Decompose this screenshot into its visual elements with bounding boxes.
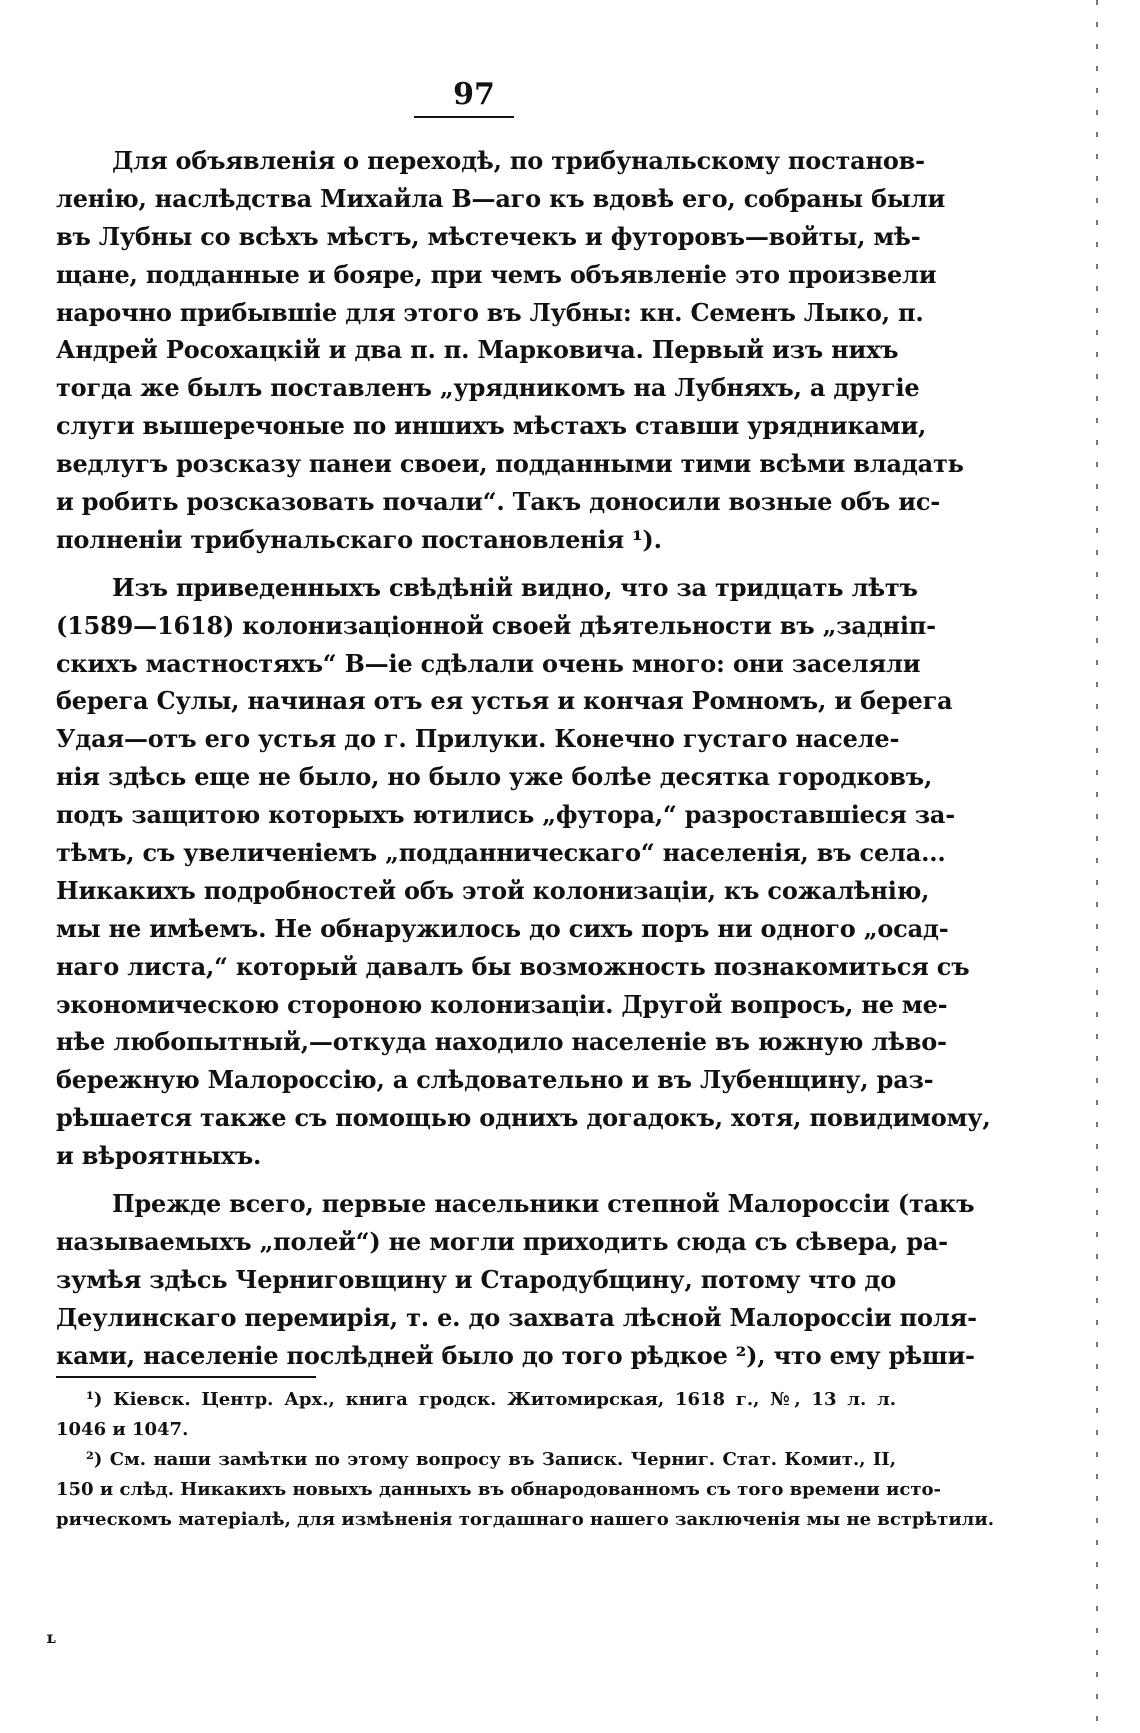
text-line: мы не имѣемъ. Не обнаружилось до сихъ поръ ни одного „осад- [56, 913, 949, 943]
text-line: полненіи трибунальскаго постановленія ¹). [56, 524, 662, 554]
body-text [56, 142, 991, 1375]
text-line: называемыхъ „полей“) не могли приходить сюда съ сѣвера, ра- [56, 1226, 948, 1256]
paragraph-gap [56, 1175, 896, 1185]
text-line: Деулинскаго перемирія, т. е. до захвата лѣсной Малороссіи поля- [56, 1302, 977, 1332]
text-line: (1589—1618) колонизаціонной своей дѣятельности въ „задніп- [56, 610, 936, 640]
text-line: нарочно прибывшіе для этого въ Лубны: кн. Семенъ Лыко, п. [56, 297, 924, 327]
footnote-rule [56, 1376, 316, 1378]
text-line: ведлугъ розсказу панеи своеи, подданными тими всѣми владать [56, 449, 964, 479]
text-line: Никакихъ подробностей объ этой колонизаціи, къ сожалѣнію, [56, 875, 930, 905]
footnote-line: ¹) Кіевск. Центр. Арх., книга гродск. Житомирская, 1618 г., №, 13 л. л. [86, 1389, 896, 1410]
text-line: зумѣя здѣсь Черниговщину и Стародубщину, потому что до [56, 1264, 896, 1294]
page-number-rule [414, 116, 514, 118]
footnote-line: ²) См. наши замѣтки по этому вопросу въ Записк. Черниг. Стат. Комит., II, [86, 1449, 896, 1470]
footnote-line: рическомъ матеріалѣ, для измѣненія тогдашнаго нашего заключенія мы не встрѣтили. [56, 1509, 994, 1530]
text-line: нѣе любопытный,—откуда находило населеніе въ южную лѣво- [56, 1027, 947, 1057]
footnotes [56, 1385, 994, 1535]
text-line: щане, подданные и бояре, при чемъ объявленіе это произвели [56, 259, 937, 289]
text-line: слуги вышеречоные по иншихъ мѣстахъ ставши урядниками, [56, 411, 927, 441]
paragraph-gap [56, 559, 896, 569]
text-line: въ Лубны со всѣхъ мѣстъ, мѣстечекъ и футоровъ—войты, мѣ- [56, 221, 921, 251]
text-line: нія здѣсь еще не было, но было уже болѣе десятка городковъ, [56, 762, 933, 792]
text-line: берега Сулы, начиная отъ ея устья и кончая Ромномъ, и берега [56, 686, 953, 716]
text-line: Удая—отъ его устья до г. Прилуки. Конечно густаго населе- [56, 724, 900, 754]
text-line: подъ защитою которыхъ ютились „футора,“ разроставшіеся за- [56, 800, 956, 830]
text-line: тогда же былъ поставленъ „урядникомъ на Лубняхъ, а другіе [56, 373, 920, 403]
text-line: ками, населеніе послѣдней было до того рѣдкое ²), что ему рѣши- [56, 1340, 975, 1370]
text-line: скихъ мастностяхъ“ В—іе сдѣлали очень много: они заселяли [56, 648, 921, 678]
page-number: 97 [453, 77, 495, 112]
text-line: наго листа,“ который давалъ бы возможность познакомиться съ [56, 951, 970, 981]
text-line: Изъ приведенныхъ свѣдѣній видно, что за тридцать лѣтъ [112, 572, 918, 602]
footnote-line: 150 и слѣд. Никакихъ новыхъ данныхъ въ обнародованномъ съ того времени исто- [56, 1479, 941, 1500]
text-line: ленію, наслѣдства Михайла В—аго къ вдовѣ его, собраны были [56, 183, 946, 213]
text-line: Для объявленія о переходѣ, по трибунальскому постанов- [112, 146, 925, 175]
text-line: рѣшается также съ помощью однихъ догадокъ, хотя, повидимому, [56, 1103, 991, 1133]
text-line: Прежде всего, первые насельники степной Малороссіи (такъ [112, 1189, 975, 1219]
footnote-line: 1046 и 1047. [56, 1419, 189, 1440]
scan-edge [1096, 0, 1098, 1733]
text-line: и робить розсказовать почали“. Такъ доносили возные объ ис- [56, 487, 941, 517]
text-line: Андрей Росохацкій и два п. п. Марковича. Первый изъ нихъ [56, 335, 899, 365]
text-line: экономическою стороною колонизаціи. Другой вопросъ, не ме- [56, 989, 948, 1019]
text-line: и вѣроятныхъ. [56, 1141, 262, 1171]
margin-mark: ʟ [46, 1628, 56, 1647]
text-line: бережную Малороссію, а слѣдовательно и въ Лубенщину, раз- [56, 1065, 934, 1095]
text-line: тѣмъ, съ увеличеніемъ „подданническаго“ населенія, въ села... [56, 838, 946, 868]
